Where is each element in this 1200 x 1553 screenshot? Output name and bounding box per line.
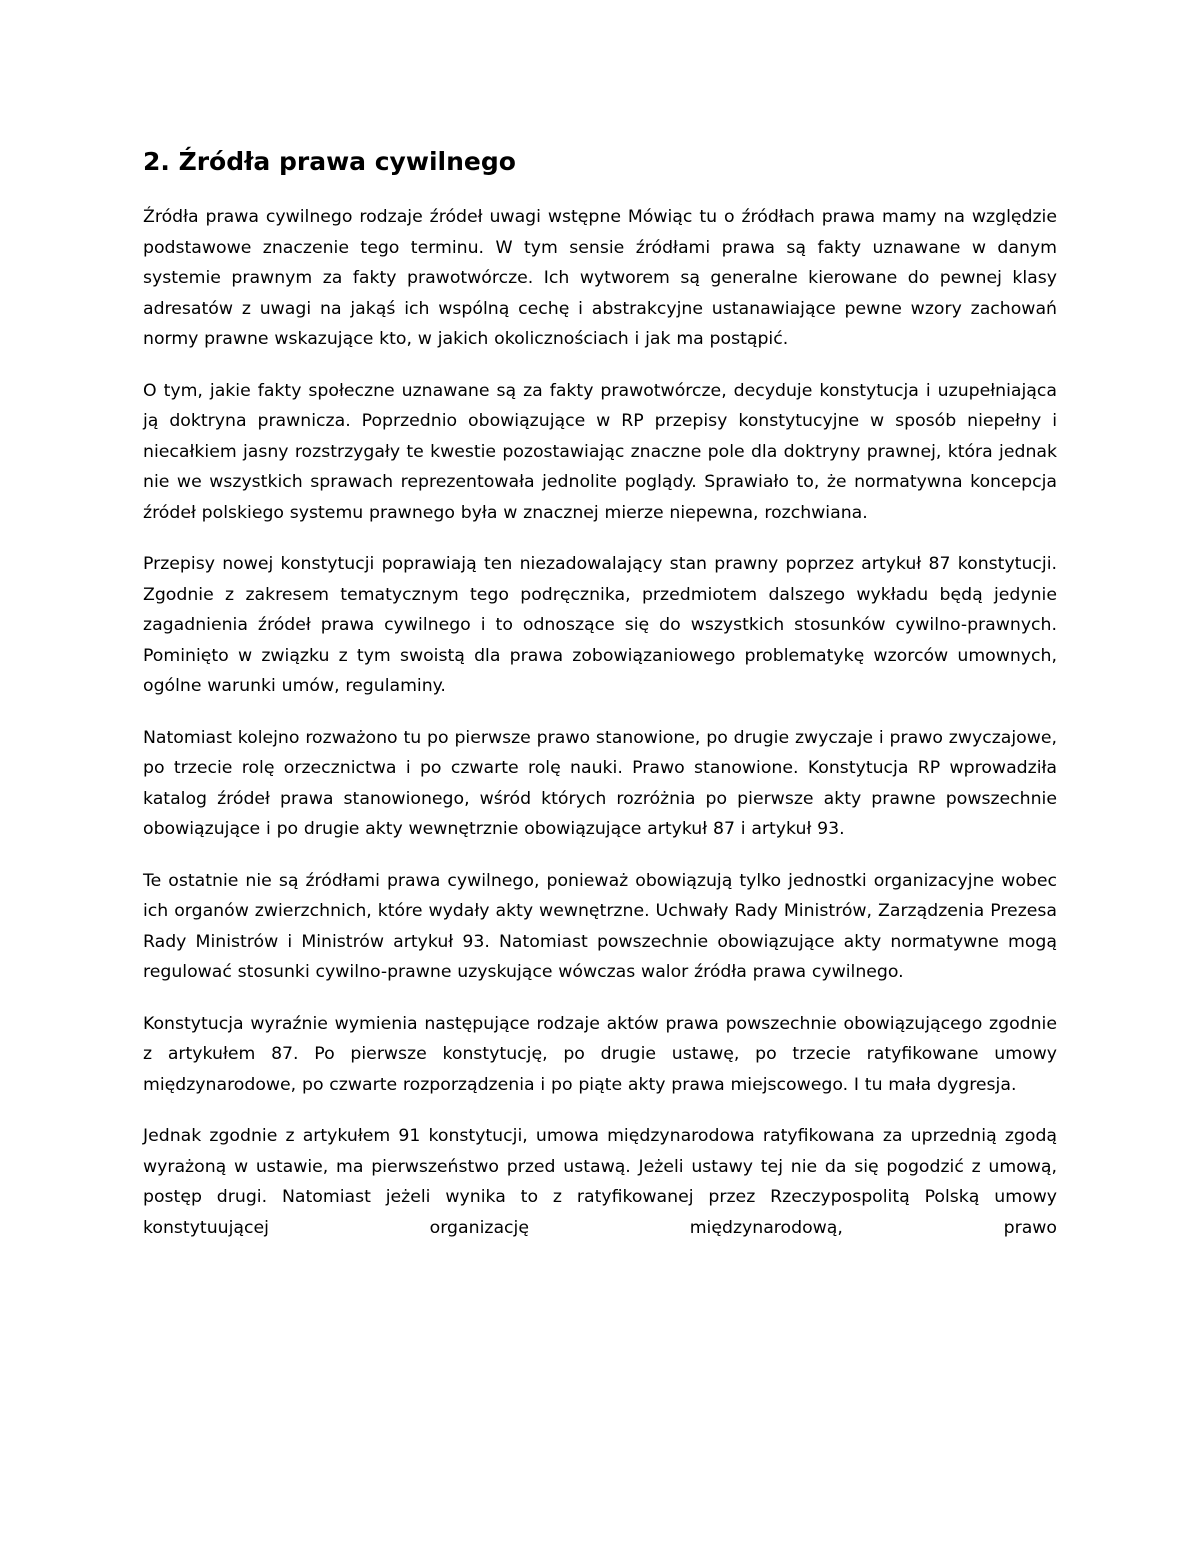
paragraph-7: Jednak zgodnie z artykułem 91 konstytucji, umowa międzynarodowa ratyfikowana za uprzednią zgodą wyrażoną w ustawie, ma pierwszeństwo przed ustawą. Jeżeli ustawy tej nie da się pogodzić z umową, postęp drugi. Natomiast jeżeli wynika to z ratyfikowanej przez Rzeczypospolitą Polską umowy konstytuującej organizację międzynarodową, prawo (143, 1126, 1057, 1238)
section-heading: 2. Źródła prawa cywilnego (143, 147, 516, 176)
paragraph-1: Źródła prawa cywilnego rodzaje źródeł uwagi wstępne Mówiąc tu o źródłach prawa mamy na względzie podstawowe znaczenie tego terminu. W tym sensie źródłami prawa są fakty uznawane w danym systemie prawnym za fakty prawotwórcze. Ich wytworem są generalne kierowane do pewnej klasy adresatów z uwagi na jakąś ich wspólną cechę i abstrakcyjne ustanawiające pewne wzory zachowań normy prawne wskazujące kto, w jakich okolicznościach i jak ma postąpić. (143, 207, 1057, 349)
paragraph-3: Przepisy nowej konstytucji poprawiają ten niezadowalający stan prawny poprzez artykuł 87 konstytucji. Zgodnie z zakresem tematycznym tego podręcznika, przedmiotem dalszego wykładu będą jedynie zagadnienia źródeł prawa cywilnego i to odnoszące się do wszystkich stosunków cywilno-prawnych. Pominięto w związku z tym swoistą dla prawa zobowiązaniowego problematykę wzorców umownych, ogólne warunki umów, regulaminy. (143, 554, 1057, 696)
paragraph-2: O tym, jakie fakty społeczne uznawane są za fakty prawotwórcze, decyduje konstytucja i uzupełniająca ją doktryna prawnicza. Poprzednio obowiązujące w RP przepisy konstytucyjne w sposób niepełny i niecałkiem jasny rozstrzygały te kwestie pozostawiając znaczne pole dla doktryny prawnej, która jednak nie we wszystkich sprawach reprezentowała jednolite poglądy. Sprawiało to, że normatywna koncepcja źródeł polskiego systemu prawnego była w znacznej mierze niepewna, rozchwiana. (143, 380, 1057, 523)
paragraph-5: Te ostatnie nie są źródłami prawa cywilnego, ponieważ obowiązują tylko jednostki organizacyjne wobec ich organów zwierzchnich, które wydały akty wewnętrzne. Uchwały Rady Ministrów, Zarządzenia Prezesa Rady Ministrów i Ministrów artykuł 93. Natomiast powszechnie obowiązujące akty normatywne mogą regulować stosunki cywilno-prawne uzyskujące wówczas walor źródła prawa cywilnego. (143, 870, 1057, 982)
paragraph-6: Konstytucja wyraźnie wymienia następujące rodzaje aktów prawa powszechnie obowiązującego zgodnie z artykułem 87. Po pierwsze konstytucję, po drugie ustawę, po trzecie ratyfikowane umowy międzynarodowe, po czwarte rozporządzenia i po piąte akty prawa miejscowego. I tu mała dygresja. (143, 1013, 1057, 1095)
paragraph-4: Natomiast kolejno rozważono tu po pierwsze prawo stanowione, po drugie zwyczaje i prawo zwyczajowe, po trzecie rolę orzecznictwa i po czwarte rolę nauki. Prawo stanowione. Konstytucja RP wprowadziła katalog źródeł prawa stanowionego, wśród których rozróżnia po pierwsze akty prawne powszechnie obowiązujące i po drugie akty wewnętrznie obowiązujące artykuł 87 i artykuł 93. (143, 727, 1057, 839)
